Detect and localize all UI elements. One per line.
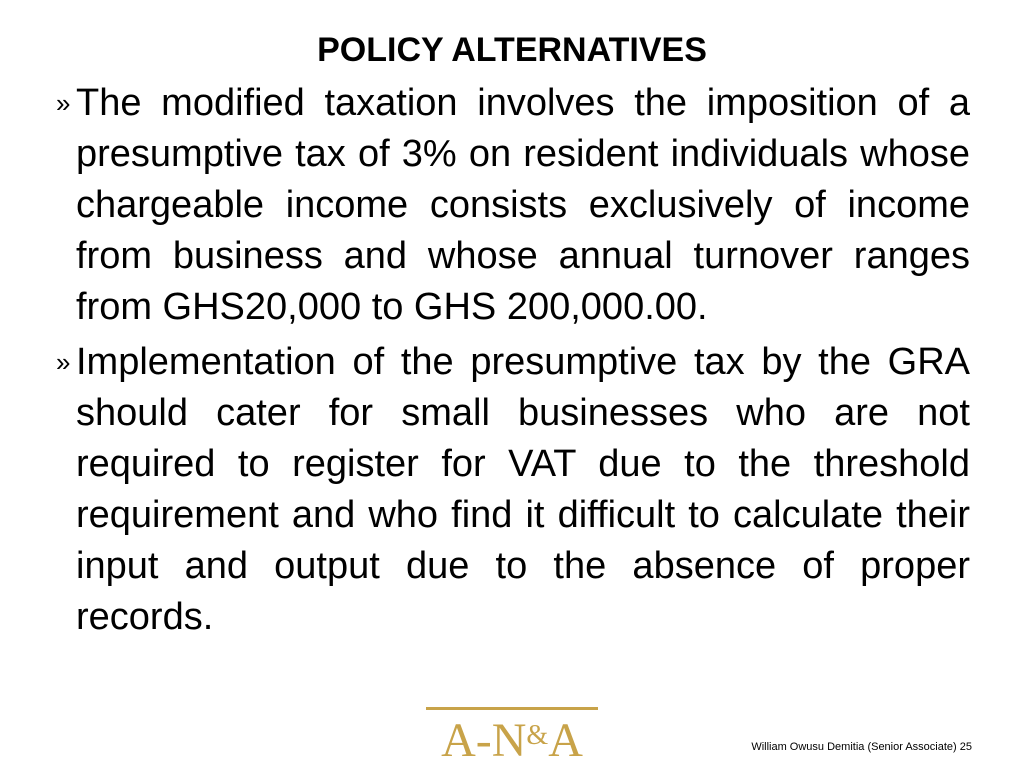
bullet-text: Implementation of the presumptive tax by the GRA should cater for small businesses who are not required to register for VAT due to the threshold requirement and who find it difficult to calculate their input and output due to the absence of proper records. (76, 341, 970, 638)
company-logo (426, 707, 598, 767)
logo-bar (426, 707, 598, 710)
logo-ampersand: & (526, 720, 549, 751)
bullet-marker-icon: » (56, 88, 71, 118)
bullet-marker-icon: » (56, 347, 71, 377)
logo-part-2: A (548, 714, 583, 767)
bullet-text: The modified taxation involves the imposition of a presumptive tax of 3% on resident individuals whose chargeable income consists exclusively of income from business and whose annual turnover ranges from GHS20,000 to GHS 200,000.00. (76, 82, 970, 328)
bullet-item-implementation (56, 337, 970, 643)
slide-title: POLICY ALTERNATIVES (317, 31, 707, 69)
logo-part-1: A-N (441, 714, 527, 767)
footer-author-page: William Owusu Demitia (Senior Associate) 25 (751, 741, 972, 753)
logo-text (426, 711, 598, 766)
bullet-list (56, 78, 970, 647)
bullet-item-presumptive-tax (56, 78, 970, 333)
